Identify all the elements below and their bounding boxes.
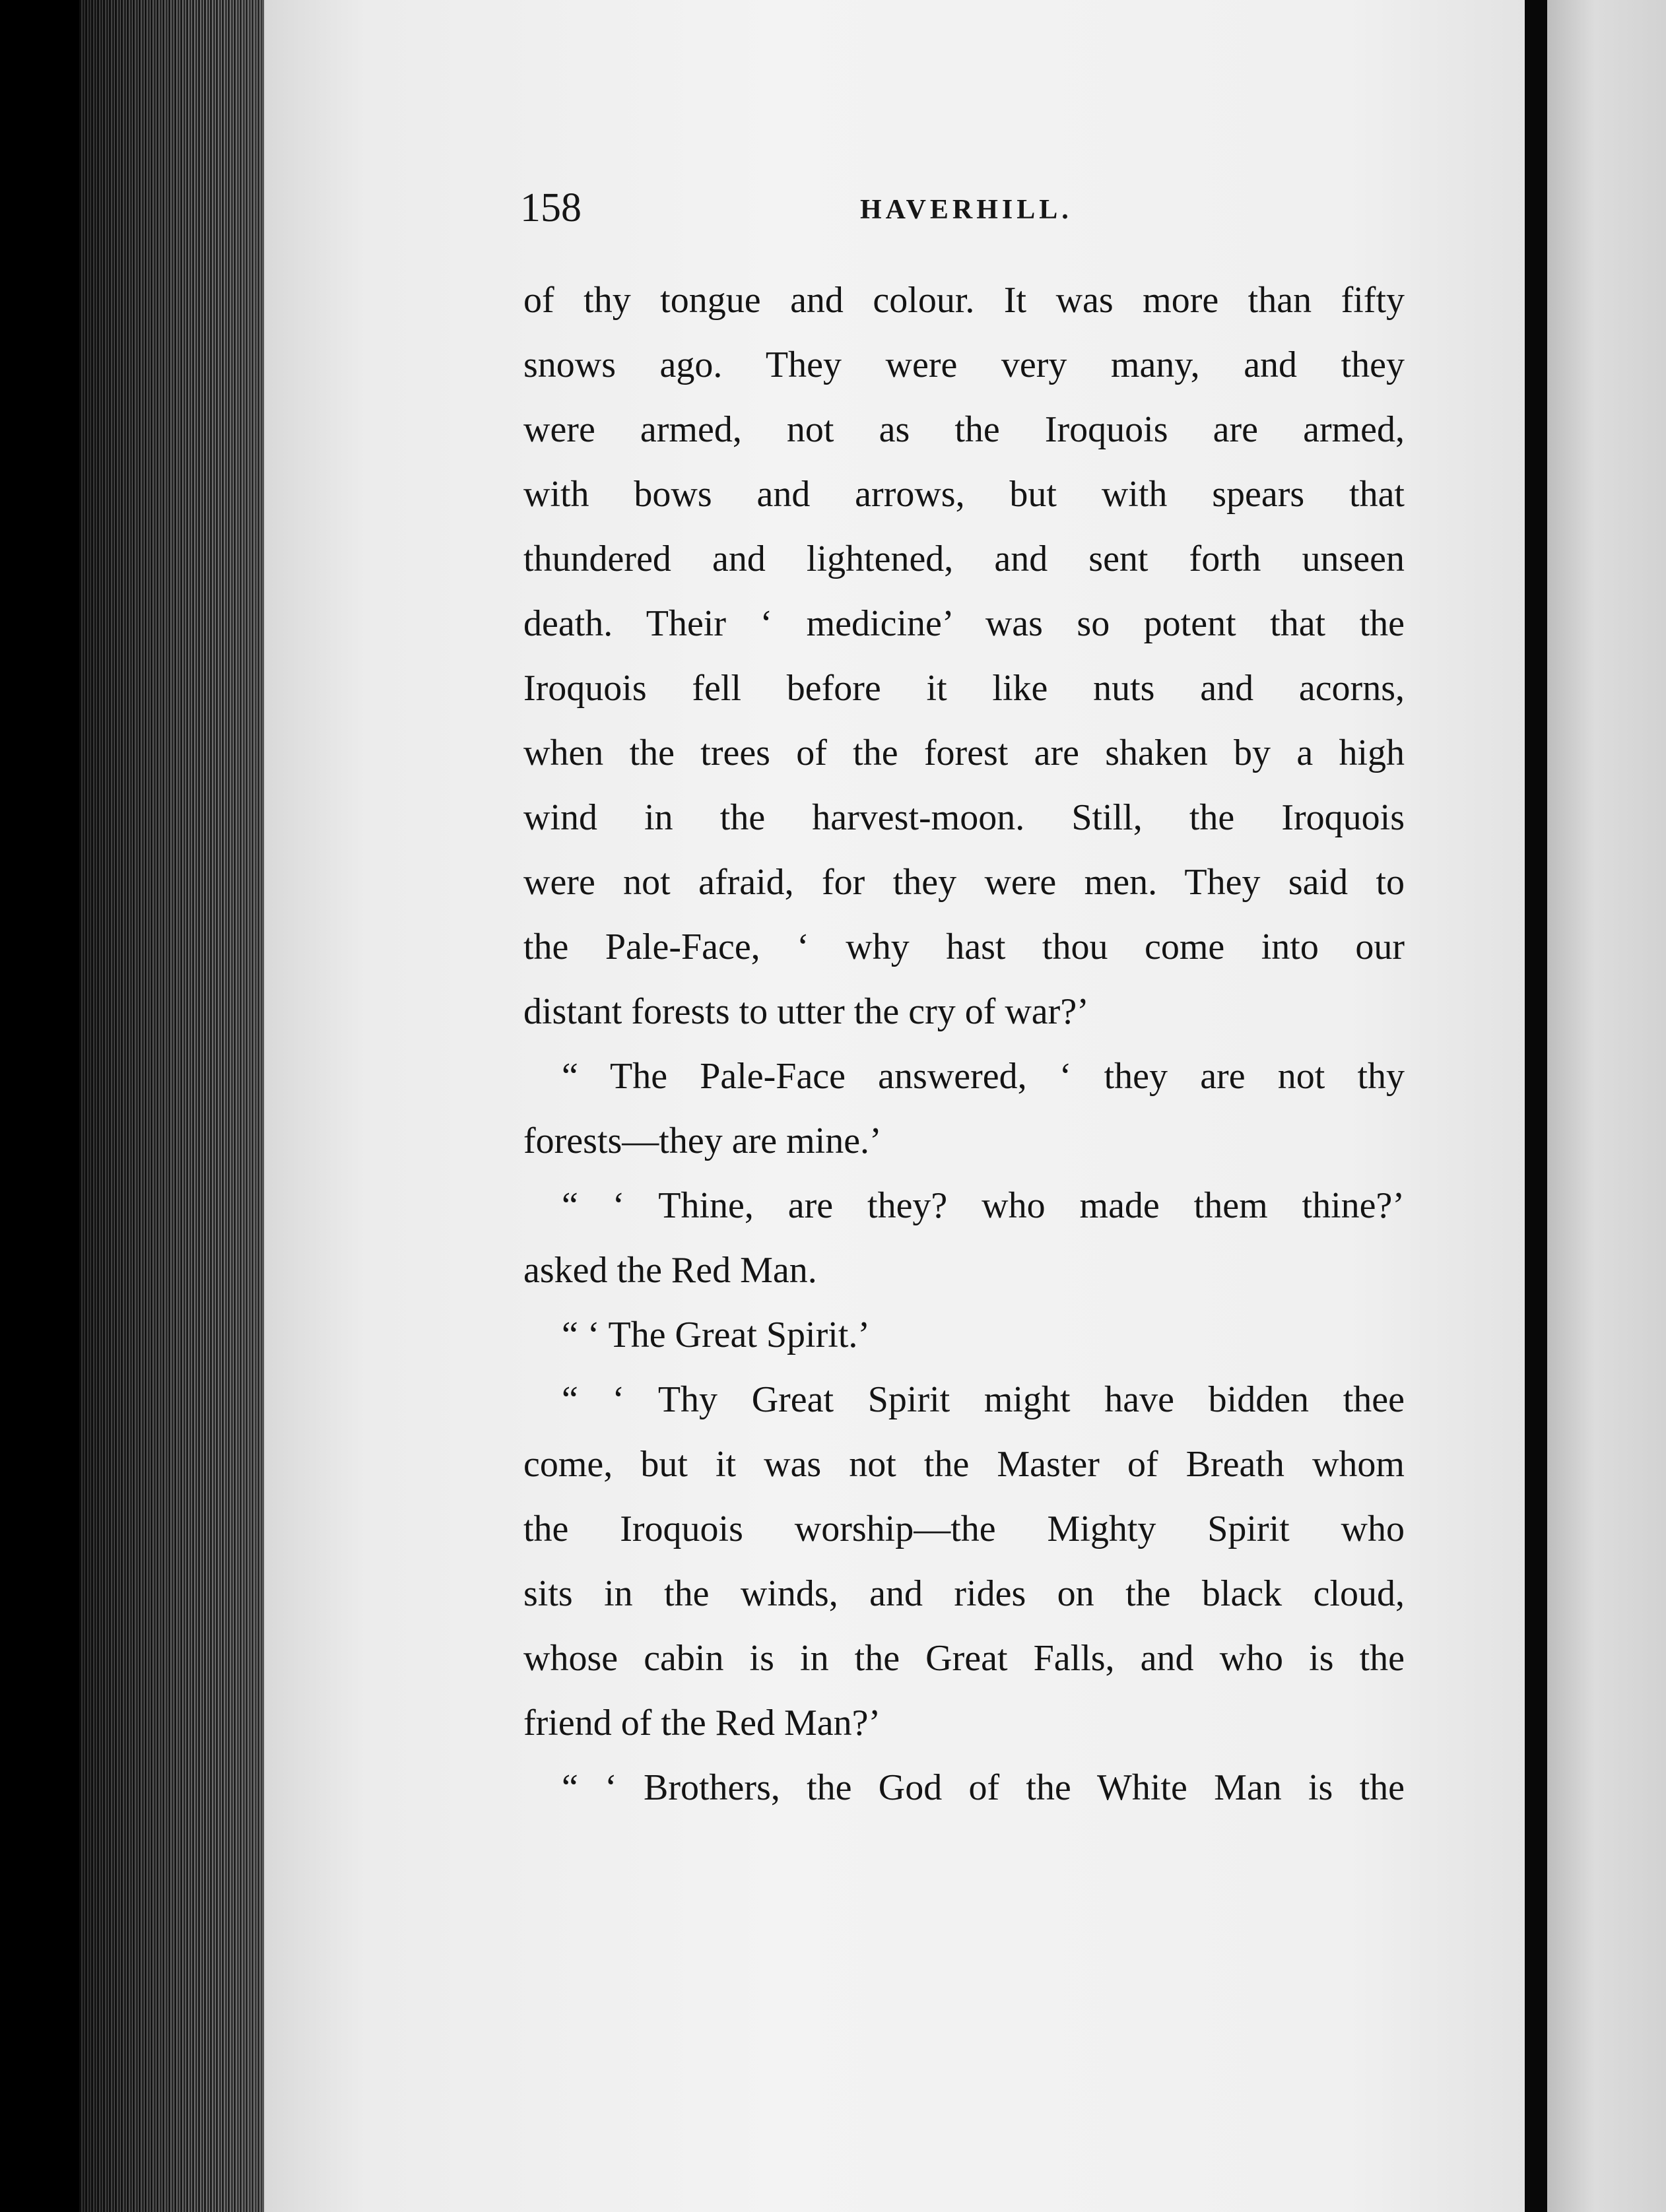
text-line: when the trees of the forest are shaken by a high [523,732,1405,773]
page-number: 158 [520,185,582,230]
text-line: Iroquois fell before it like nuts and acorns, [523,668,1405,709]
text-line: were not afraid, for they were men. They said to [523,862,1405,903]
text-line: friend of the Red Man?’ [523,1703,881,1743]
text-line: distant forests to utter the cry of war?’ [523,991,1089,1032]
text-line: sits in the winds, and rides on the black cloud, [523,1573,1405,1614]
book-page-edges [79,0,277,2212]
text-line: death. Their ‘ medicine’ was so potent that the [523,603,1405,644]
text-line: the Iroquois worship—the Mighty Spirit who [523,1509,1405,1549]
text-line: “ ‘ Brothers, the God of the White Man is the [562,1767,1405,1808]
text-line: “ The Pale-Face answered, ‘ they are not thy [562,1056,1405,1097]
text-line: snows ago. They were very many, and they [523,344,1405,385]
text-line: forests—they are mine.’ [523,1121,882,1161]
text-line: “ ‘ Thy Great Spirit might have bidden thee [562,1379,1405,1420]
text-line: come, but it was not the Master of Breath whom [523,1444,1405,1485]
running-head [520,178,1405,238]
facing-page-edge [1547,0,1666,2212]
running-title: HAVERHILL. [860,195,1073,225]
text-line: asked the Red Man. [523,1250,817,1291]
text-line: “ ‘ Thine, are they? who made them thine?’ [562,1185,1405,1226]
text-line: were armed, not as the Iroquois are armed, [523,409,1405,450]
text-line: wind in the harvest-moon. Still, the Iroquois [523,797,1405,838]
text-line: “ ‘ The Great Spirit.’ [562,1315,871,1355]
text-line: the Pale-Face, ‘ why hast thou come into our [523,927,1405,967]
text-line: whose cabin is in the Great Falls, and who is the [523,1638,1405,1679]
body-text [523,268,1405,1820]
book-gutter [1525,0,1547,2212]
text-line: of thy tongue and colour. It was more than fifty [523,280,1405,321]
text-line: thundered and lightened, and sent forth unseen [523,538,1405,579]
text-line: with bows and arrows, but with spears that [523,474,1405,515]
